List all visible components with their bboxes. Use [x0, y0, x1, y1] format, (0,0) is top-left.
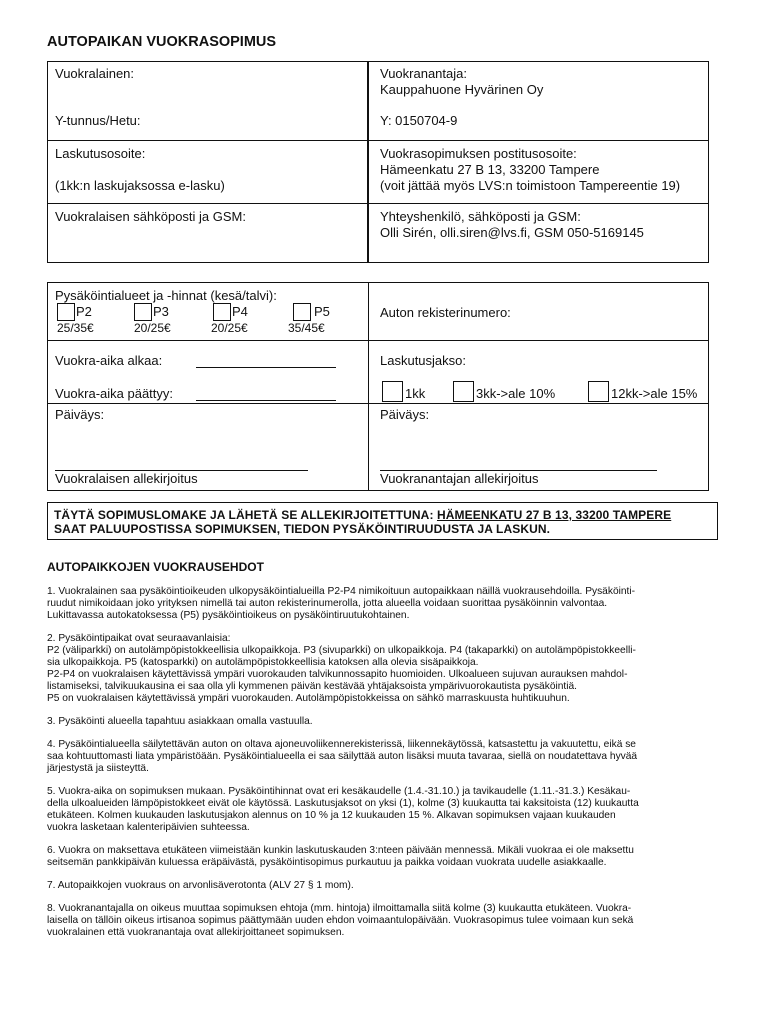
- area-p5-checkbox[interactable]: [293, 303, 311, 321]
- terms-line: seitsemän pankkipäivän kuluessa eräpäivästä, pysäköintisopimus purkautuu ja paikka voidaan vuokrata uudelle asiakkaalle.: [47, 857, 607, 868]
- submission-notice: [47, 502, 718, 540]
- terms-item: [47, 880, 719, 892]
- row-divider: [47, 403, 709, 404]
- area-p5-price: 35/45€: [288, 321, 325, 335]
- terms-line: 7. Autopaikkojen vuokraus on arvonlisäverotonta (ALV 27 § 1 mom).: [47, 880, 354, 891]
- area-p2-label: P2: [76, 304, 92, 319]
- row-divider: [47, 340, 709, 341]
- billing-1kk-checkbox[interactable]: [382, 381, 403, 402]
- landlord-label: Vuokranantaja:: [380, 66, 467, 81]
- terms-line: vuokra lasketaan kalenteripäivien suhteessa.: [47, 822, 250, 833]
- row-divider: [47, 140, 709, 141]
- area-p4-label: P4: [232, 304, 248, 319]
- terms-line: 8. Vuokranantajalla on oikeus muuttaa sopimuksen ehtoja (mm. hintoja) ilmoittamalla siitä kolme (3) kuukautta etukäteen. Vuokra-: [47, 903, 632, 914]
- area-p4-checkbox[interactable]: [213, 303, 231, 321]
- terms-line: 3. Pysäköinti alueella tapahtuu asiakkaan omalla vastuulla.: [47, 716, 313, 727]
- terms-line: P2-P4 on vuokralaisen käytettävissä ympäri vuorokauden talvikunnossapito huomioiden. Ulkoalueen sujuvan aurauksen mahdol-: [47, 669, 628, 680]
- area-p3-label: P3: [153, 304, 169, 319]
- terms-line: laisella on tällöin oikeus irtisanoa sopimus päättymään uuden ehdon voimaantulopäivään. Vuokrasopimus tulee voimaan kun sekä: [47, 915, 634, 926]
- start-date-field[interactable]: [196, 367, 336, 368]
- postal-address-note: (voit jättää myös LVS:n toimistoon Tampereentie 19): [380, 178, 681, 193]
- terms-item: [47, 786, 719, 834]
- terms-item: [47, 845, 719, 869]
- tenant-signature-label: Vuokralaisen allekirjoitus: [55, 471, 198, 486]
- billing-1kk-label: 1kk: [405, 386, 426, 401]
- terms-line: sia ulkopaikkoja. P5 (katosparkki) on autolämpöpistokkeellisia katoksen alla olevia sisäpaikkoja.: [47, 657, 479, 668]
- register-number-label: Auton rekisterinumero:: [380, 305, 511, 320]
- terms-line: järjestystä ja siisteyttä.: [47, 763, 149, 774]
- billing-12kk-label: 12kk->ale 15%: [611, 386, 698, 401]
- terms-item: [47, 716, 719, 728]
- landlord-name: Kauppahuone Hyvärinen Oy: [380, 82, 544, 97]
- terms-line: P5 on vuokralaisen käytettävissä ympäri vuorokauden. Autolämpöpistokkeissa on sähkö marraskuusta huhtikuuhun.: [47, 693, 570, 704]
- terms-line: 2. Pysäköintipaikat ovat seuraavanlaisia:: [47, 633, 231, 644]
- tenant-email-label: Vuokralaisen sähköposti ja GSM:: [55, 209, 247, 224]
- billing-address-note: (1kk:n laskujaksossa e-lasku): [55, 178, 225, 193]
- terms-line: 4. Pysäköintialueella säilytettävän auton on oltava ajoneuvoliikennerekisterissä, liikennekäytössä, katsastettu ja vakuutettu, eikä se: [47, 739, 636, 750]
- tenant-label: Vuokralainen:: [55, 66, 135, 81]
- row-divider: [47, 203, 709, 204]
- terms-line: vuokralainen että vuokranantaja ovat allekirjoittaneet sopimuksen.: [47, 927, 345, 938]
- terms-list: [47, 586, 719, 950]
- billing-3kk-label: 3kk->ale 10%: [476, 386, 556, 401]
- area-p4-price: 20/25€: [211, 321, 248, 335]
- billing-period-label: Laskutusjakso:: [380, 353, 466, 368]
- landlord-signature-label: Vuokranantajan allekirjoitus: [380, 471, 539, 486]
- terms-line: listamiseksi, talvikuukausina ei saa olla yli kymmenen päivän kestävää yhtäjaksoista ympärivuorokautista pysäköintiä.: [47, 681, 577, 692]
- terms-line: 5. Vuokra-aika on sopimuksen mukaan. Pysäköintihinnat ovat eri kesäkaudelle (1.4.-31.10.) ja tavikaudelle (1.11.-31.3.) Kesäkau-: [47, 786, 631, 797]
- area-p2-checkbox[interactable]: [57, 303, 75, 321]
- terms-line: ruudut nimikoidaan joko yrityksen nimellä tai auton rekisterinumerolla, jotta alueella voidaan suorittaa pysäköinnin valvontaa.: [47, 598, 608, 609]
- terms-item: [47, 586, 719, 622]
- terms-line: della ulkoalueiden lämpöpistokkeet eivät ole käytössä. Laskutusjaksot on yksi (1), kolme (3) kuukautta tai kaksitoista (12) kuukautta: [47, 798, 639, 809]
- landlord-business-id: Y: 0150704-9: [380, 113, 458, 128]
- date-label-tenant: Päiväys:: [55, 407, 105, 422]
- terms-item: [47, 903, 719, 939]
- contact-label: Yhteyshenkilö, sähköposti ja GSM:: [380, 209, 581, 224]
- area-p3-price: 20/25€: [134, 321, 171, 335]
- terms-heading: AUTOPAIKKOJEN VUOKRAUSEHDOT: [47, 560, 264, 574]
- terms-line: 6. Vuokra on maksettava etukäteen viimeistään kunkin laskutuskauden 3:nteen päivään mennessä. Mikäli vuokraa ei ole maksettu: [47, 845, 634, 856]
- area-p5-label: P5: [314, 304, 330, 319]
- terms-line: P2 (väliparkki) on autolämpöpistokkeellisia ulkopaikkoja. P3 (sivuparkki) on ulkopaikkoja. P4 (takaparkki) on autolämpöpistokkeelli-: [47, 645, 636, 656]
- terms-item: [47, 633, 719, 705]
- postal-address: Hämeenkatu 27 B 13, 33200 Tampere: [380, 162, 600, 177]
- postal-address-label: Vuokrasopimuksen postitusosoite:: [380, 146, 577, 161]
- end-date-field[interactable]: [196, 400, 336, 401]
- billing-address-label: Laskutusosoite:: [55, 146, 146, 161]
- areas-label: Pysäköintialueet ja -hinnat (kesä/talvi):: [55, 288, 277, 303]
- billing-12kk-checkbox[interactable]: [588, 381, 609, 402]
- notice-instruction: TÄYTÄ SOPIMUSLOMAKE JA LÄHETÄ SE ALLEKIRJOITETTUNA:: [54, 508, 437, 522]
- terms-line: etukäteen. Kolmen kuukauden laskutusjakon alennus on 10 % ja 12 kuukauden 15 %. Alkavan sopimuksen vajaan kuukauden: [47, 810, 616, 821]
- page-title: AUTOPAIKAN VUOKRASOPIMUS: [47, 34, 277, 50]
- start-date-label: Vuokra-aika alkaa:: [55, 353, 163, 368]
- terms-line: saa kohtuuttomasti liata ympäristöään. Pysäköintialueella ei saa säilyttää auton lisäksi muuta tavaraa, siellä on noudatettava hyvää: [47, 751, 638, 762]
- terms-line: 1. Vuokralainen saa pysäköintioikeuden ulkopysäköintialueilla P2-P4 nimikoituun autopaikkaan näillä vuokrausehdoilla. Pysäköinti-: [47, 586, 636, 597]
- terms-line: Lukittavassa autokatoksessa (P5) pysäköintioikeus on pysäköintiruutukohtainen.: [47, 610, 410, 621]
- terms-item: [47, 739, 719, 775]
- notice-address: HÄMEENKATU 27 B 13, 33200 TAMPERE: [436, 508, 672, 522]
- contact-value: Olli Sirén, olli.siren@lvs.fi, GSM 050-5169145: [380, 225, 644, 240]
- notice-line-1: [54, 508, 671, 522]
- parties-divider: [367, 61, 369, 263]
- billing-3kk-checkbox[interactable]: [453, 381, 474, 402]
- area-p2-price: 25/35€: [57, 321, 94, 335]
- business-id-label: Y-tunnus/Hetu:: [55, 113, 141, 128]
- notice-line-2: SAAT PALUUPOSTISSA SOPIMUKSEN, TIEDON PYSÄKÖINTIRUUDUSTA JA LASKUN.: [54, 522, 551, 536]
- date-label-landlord: Päiväys:: [380, 407, 430, 422]
- rental-divider: [368, 282, 369, 491]
- area-p3-checkbox[interactable]: [134, 303, 152, 321]
- end-date-label: Vuokra-aika päättyy:: [55, 386, 174, 401]
